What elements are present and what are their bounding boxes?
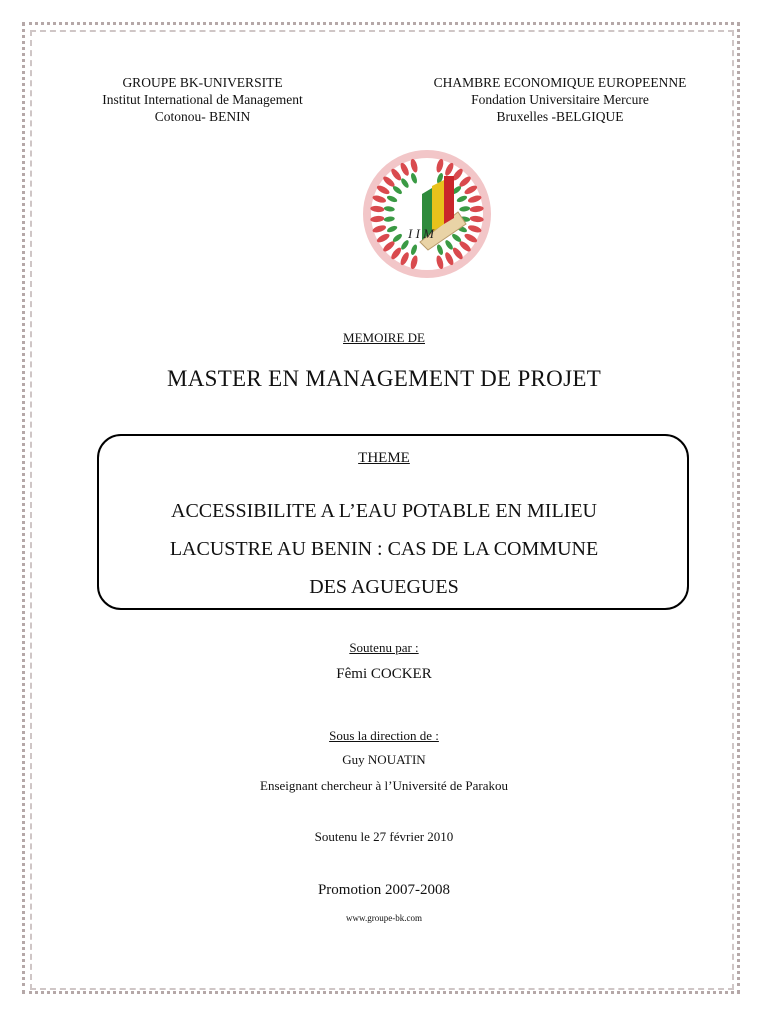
wreath-leaf-green — [410, 172, 418, 184]
header-left-line3: Cotonou- BENIN — [154, 109, 251, 124]
iim-logo — [362, 146, 492, 282]
wreath-leaf-green — [459, 206, 471, 212]
supervisor-name: Guy NOUATIN — [342, 752, 426, 767]
thesis-title — [0, 492, 768, 606]
defense-date: Soutenu le 27 février 2010 — [314, 829, 454, 844]
degree-title: MASTER EN MANAGEMENT DE PROJET — [166, 366, 602, 391]
wreath-leaf-green — [384, 216, 396, 222]
thesis-title-line3: DES AGUEGUES — [309, 576, 459, 598]
author-name: Fêmi COCKER — [336, 666, 432, 682]
wreath-leaf-red — [370, 215, 385, 222]
wreath-leaf-green — [410, 244, 418, 256]
memoire-label: MEMOIRE DE — [343, 330, 425, 345]
wreath-leaf-green — [436, 244, 444, 256]
wreath-leaf-green — [456, 194, 468, 203]
presented-by-label: Soutenu par : — [349, 640, 419, 655]
header-right-line2: Fondation Universitaire Mercure — [471, 92, 649, 107]
header-left — [60, 74, 345, 125]
wreath-leaf-green — [386, 225, 398, 234]
supervisor-role: Enseignant chercheur à l’Université de Parakou — [260, 778, 508, 793]
website: www.groupe-bk.com — [346, 913, 422, 923]
wreath-leaf-red — [435, 255, 444, 270]
theme-label: THEME — [358, 450, 410, 466]
wreath-leaf-green — [384, 206, 396, 212]
wreath-leaf-green — [444, 239, 454, 251]
wreath-leaf-red — [370, 205, 385, 212]
thesis-title-line2: LACUSTRE AU BENIN : CAS DE LA COMMUNE — [169, 538, 599, 560]
header-right-line1: CHAMBRE ECONOMIQUE EUROPEENNE — [433, 75, 687, 90]
header-left-line2: Institut International de Management — [102, 92, 303, 107]
logo-letters: I I M — [408, 226, 434, 241]
wreath-leaf-red — [409, 158, 418, 173]
wreath-leaf-red — [435, 158, 444, 173]
wreath-leaf-green — [386, 194, 398, 203]
promotion: Promotion 2007-2008 — [317, 882, 451, 898]
wreath-leaf-green — [400, 177, 410, 189]
thesis-title-line1: ACCESSIBILITE A L’EAU POTABLE EN MILIEU — [171, 500, 597, 522]
header-left-line1: GROUPE BK-UNIVERSITE — [122, 75, 283, 90]
wreath-leaf-red — [409, 255, 418, 270]
supervision-label: Sous la direction de : — [329, 728, 439, 743]
wreath-leaf-red — [469, 215, 484, 222]
header-right-line3: Bruxelles -BELGIQUE — [496, 109, 624, 124]
header-right — [395, 74, 725, 125]
wreath-leaf-red — [469, 205, 484, 212]
